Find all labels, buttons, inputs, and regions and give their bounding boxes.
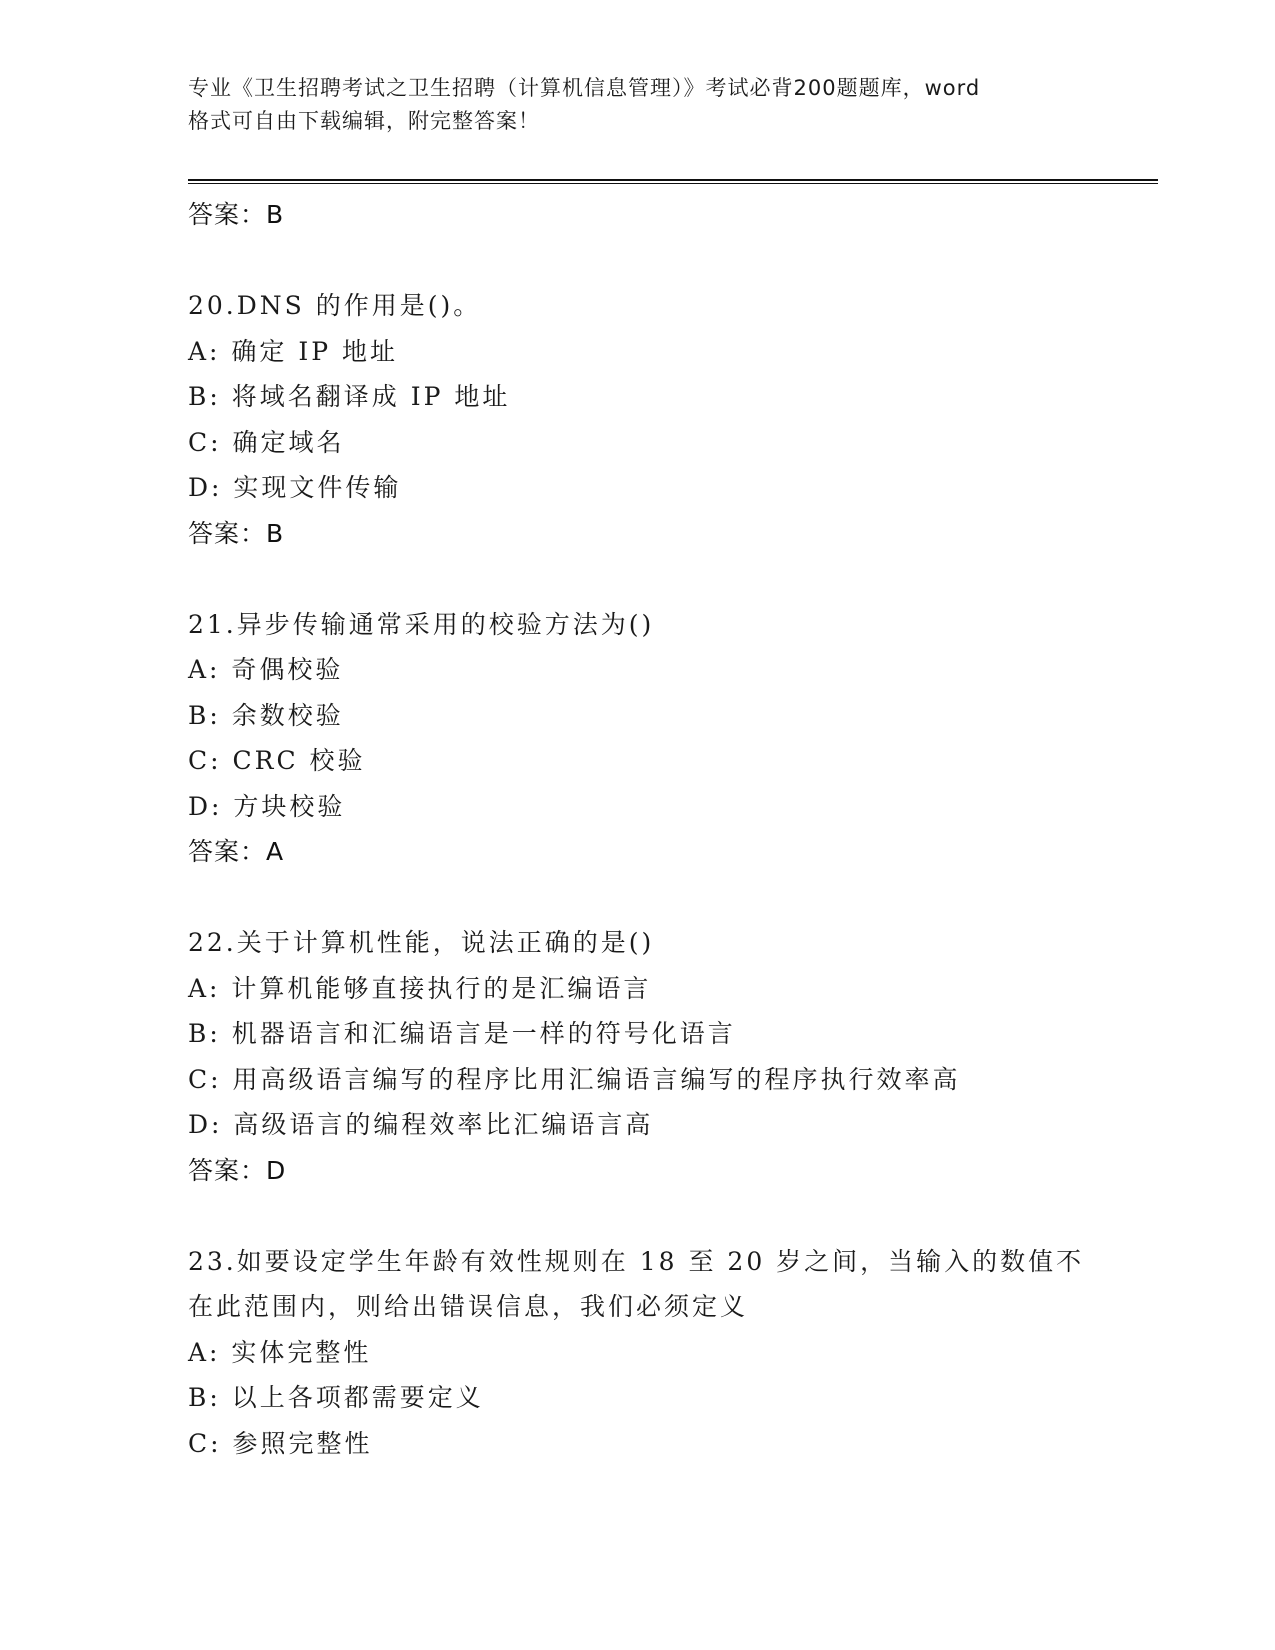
option-b: B: 以上各项都需要定义 xyxy=(188,1383,484,1412)
option-d: D: 高级语言的编程效率比汇编语言高 xyxy=(188,1110,654,1139)
header-line-1: 专业《卫生招聘考试之卫生招聘（计算机信息管理）》考试必背200题题库，word xyxy=(188,76,981,100)
option-b: B: 机器语言和汇编语言是一样的符号化语言 xyxy=(188,1019,736,1048)
option-a: A: 确定 IP 地址 xyxy=(188,336,399,366)
answer: 答案：D xyxy=(188,1155,287,1185)
option-a: A: 奇偶校验 xyxy=(188,655,344,684)
previous-answer: 答案：B xyxy=(188,200,285,229)
document-header xyxy=(188,72,1088,138)
option-a: A: 实体完整性 xyxy=(188,1337,372,1367)
question-stem: 20.DNS 的作用是()。 xyxy=(188,291,482,320)
answer: 答案：A xyxy=(188,837,285,866)
option-c: C: 确定域名 xyxy=(188,427,345,457)
option-a: A: 计算机能够直接执行的是汇编语言 xyxy=(188,973,652,1003)
option-b: B: 将域名翻译成 IP 地址 xyxy=(188,382,511,411)
question-21 xyxy=(188,602,1158,875)
option-c: C: 参照完整性 xyxy=(188,1428,373,1458)
question-stem: 21.异步传输通常采用的校验方法为() xyxy=(188,609,655,639)
question-stem-line-1: 23.如要设定学生年龄有效性规则在 18 至 20 岁之间，当输入的数值不 xyxy=(188,1246,1085,1276)
option-b: B: 余数校验 xyxy=(188,700,344,730)
answer: 答案：B xyxy=(188,518,285,548)
option-c: C: 用高级语言编写的程序比用汇编语言编写的程序执行效率高 xyxy=(188,1064,961,1094)
option-d: D: 实现文件传输 xyxy=(188,473,402,502)
header-line-2: 格式可自由下载编辑，附完整答案！ xyxy=(188,109,540,133)
question-22 xyxy=(188,920,1158,1193)
header-divider xyxy=(188,179,1158,184)
option-c: C: CRC 校验 xyxy=(188,746,366,775)
option-d: D: 方块校验 xyxy=(188,791,346,821)
question-23 xyxy=(188,1239,1158,1467)
question-stem-line-2: 在此范围内，则给出错误信息，我们必须定义 xyxy=(188,1292,749,1321)
question-stem: 22.关于计算机性能，说法正确的是() xyxy=(188,928,655,957)
question-list xyxy=(188,192,1158,1466)
question-20 xyxy=(188,283,1158,556)
